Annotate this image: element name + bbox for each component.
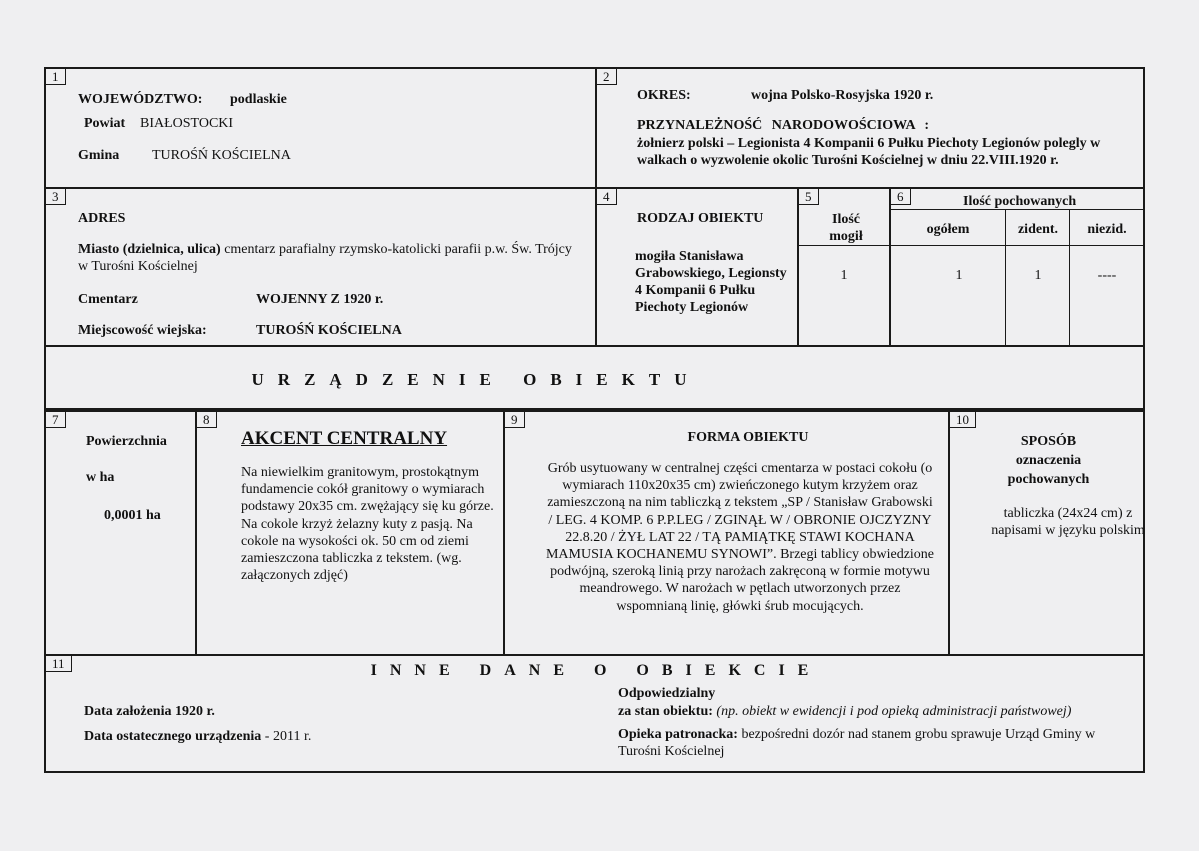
marking-title-2: oznaczenia <box>1015 453 1082 468</box>
final-setup-date-line <box>84 728 311 745</box>
area-label: Powierzchnia <box>86 434 167 449</box>
section-7-area <box>44 410 197 656</box>
section-number: 10 <box>949 411 976 428</box>
section-number: 11 <box>45 655 72 672</box>
patronage-line <box>618 726 1118 760</box>
period-value: wojna Polsko-Rosyjska 1920 r. <box>751 88 934 103</box>
patronage-label: Opieka patronacka: <box>618 727 738 742</box>
section-number: 3 <box>45 188 66 205</box>
section-4-object-type <box>595 187 799 347</box>
section-number: 5 <box>798 188 819 205</box>
final-setup-date-label: Data ostatecznego urządzenia <box>84 729 262 744</box>
section-6-buried-count <box>889 187 1145 347</box>
final-setup-date-value: - 2011 r. <box>264 729 312 744</box>
unidentified-column-header: niezid. <box>1087 222 1127 237</box>
section-number: 2 <box>596 68 617 85</box>
founding-date-label: Data założenia <box>84 704 172 719</box>
identified-column-header: zident. <box>1017 222 1059 237</box>
marking-title-1: SPOSÓB <box>1020 434 1077 449</box>
object-type-label: RODZAJ OBIEKTU <box>637 211 764 226</box>
voivodeship-value: podlaskie <box>230 92 287 107</box>
section-number: 4 <box>596 188 617 205</box>
graves-count-value: 1 <box>840 268 848 283</box>
cemetery-label: Cmentarz <box>78 292 138 307</box>
founding-date-value: 1920 r. <box>174 704 215 719</box>
voivodeship-label: WOJEWÓDZTWO: <box>78 92 203 107</box>
object-setup-band <box>44 345 1145 410</box>
divider <box>889 209 1145 210</box>
marking-title-3: pochowanych <box>1007 472 1090 487</box>
city-value: cmentarz parafialny rzymsko-katolicki parafii p.w. Św. Trójcy w Turośni Kościelnej <box>78 242 572 274</box>
section-number: 1 <box>45 68 66 85</box>
section-10-marking <box>948 410 1145 656</box>
cemetery-value: WOJENNY Z 1920 r. <box>256 292 384 307</box>
district-value: BIAŁOSTOCKI <box>140 116 234 131</box>
divider <box>797 245 891 246</box>
section-9-object-form <box>503 410 950 656</box>
address-label: ADRES <box>78 211 126 226</box>
object-type-value: mogiła Stanisława Grabowskiego, Legionsty 4 Kompanii 6 Pułku Piechoty Legionów <box>635 249 787 315</box>
section-number: 8 <box>196 411 217 428</box>
section-2-period <box>595 67 1145 189</box>
responsible-label-2: za stan obiektu: <box>618 704 713 719</box>
area-value: 0,0001 ha <box>104 508 161 523</box>
area-unit-label: w ha <box>86 470 115 485</box>
marking-text: tabliczka (24x24 cm) z napisami w języku polskim <box>991 506 1145 538</box>
section-5-graves-count <box>797 187 891 347</box>
responsible-value: (np. obiekt w ewidencji i pod opieką administracji państwowej) <box>716 704 1072 719</box>
responsible-line <box>618 703 1071 720</box>
total-value: 1 <box>955 268 963 283</box>
identified-value: 1 <box>1034 268 1042 283</box>
graves-count-label: Ilość mogił <box>829 212 863 244</box>
section-11-other-data <box>44 654 1145 773</box>
central-accent-text: Na niewielkim granitowym, prostokątnym fundamencie cokół granitowy o wymiarach podstawy 20x35 cm. zwężający się ku górze. Na cokole krzyż żelazny kuty z pasją. Na cokole na wysokości ok. 50 cm od ziemi zamieszczona tabliczka z tekstem. (wg. załączonych zdjęć) <box>241 465 494 584</box>
total-column-header: ogółem <box>926 222 970 237</box>
city-line <box>78 241 578 275</box>
village-value: TUROŚŃ KOŚCIELNA <box>256 323 402 338</box>
section-8-central-accent <box>195 410 505 656</box>
unidentified-value: ---- <box>1097 268 1117 283</box>
section-number: 6 <box>890 188 911 205</box>
section-3-address <box>44 187 597 347</box>
section-number: 7 <box>45 411 66 428</box>
founding-date-line <box>84 703 215 720</box>
commune-value: TUROŚŃ KOŚCIELNA <box>152 148 291 163</box>
responsible-label-1: Odpowiedzialny <box>618 686 716 701</box>
object-form-text: Grób usytuowany w centralnej części cmentarza w postaci cokołu (o wymiarach 110x20x35 cm) zwieńczonego kutym krzyżem oraz zamieszczoną na nim tabliczką z tekstem „SP / Stanisław Grabowski / LEG. 4 KOMP. 6 P.P.LEG / ZGINĄŁ W / OBRONIE OJCZYZNY 22.8.20 / ŻYŁ LAT 22 / TĄ PAMIĄTKĘ STAWI KOCHANA MAMUSIA KOCHANEMU SYNOWI”. Brzegi tablicy obwiedzione podwójną, szeroką linią przy narożach zakręconą w formie motywu meandrowego. W narożach w pętlach utworzonych przez wspomnianą linię, główki śrub mocujących. <box>545 461 935 614</box>
section-number: 9 <box>504 411 525 428</box>
nationality-value: żołnierz polski – Legionista 4 Kompanii 6 Pułku Piechoty Legionów polegly w walkach o wyzwolenie okolic Turośni Kościelnej w dniu 22.VIII.1920 r. <box>637 136 1101 168</box>
buried-count-label: Ilość pochowanych <box>963 194 1077 209</box>
nationality-label: PRZYNALEŻNOŚĆ NARODOWOŚCIOWA : <box>637 118 930 133</box>
commune-label: Gmina <box>78 148 120 163</box>
village-label: Miejscowość wiejska: <box>78 323 207 338</box>
period-label: OKRES: <box>637 88 691 103</box>
district-label: Powiat <box>84 116 126 131</box>
other-data-title: INNE DANE O OBIEKCIE <box>370 662 822 679</box>
divider <box>889 245 1145 246</box>
object-form-title: FORMA OBIEKTU <box>687 430 809 445</box>
patronage-value: bezpośredni dozór nad stanem grobu sprawuje Urząd Gminy w Turośni Kościelnej <box>618 727 1096 759</box>
central-accent-title: AKCENT CENTRALNY <box>241 428 448 449</box>
band-title: URZĄDZENIE OBIEKTU <box>251 370 701 389</box>
section-1-location <box>44 67 597 189</box>
city-label: Miasto (dzielnica, ulica) <box>78 242 221 257</box>
divider <box>1069 209 1070 347</box>
